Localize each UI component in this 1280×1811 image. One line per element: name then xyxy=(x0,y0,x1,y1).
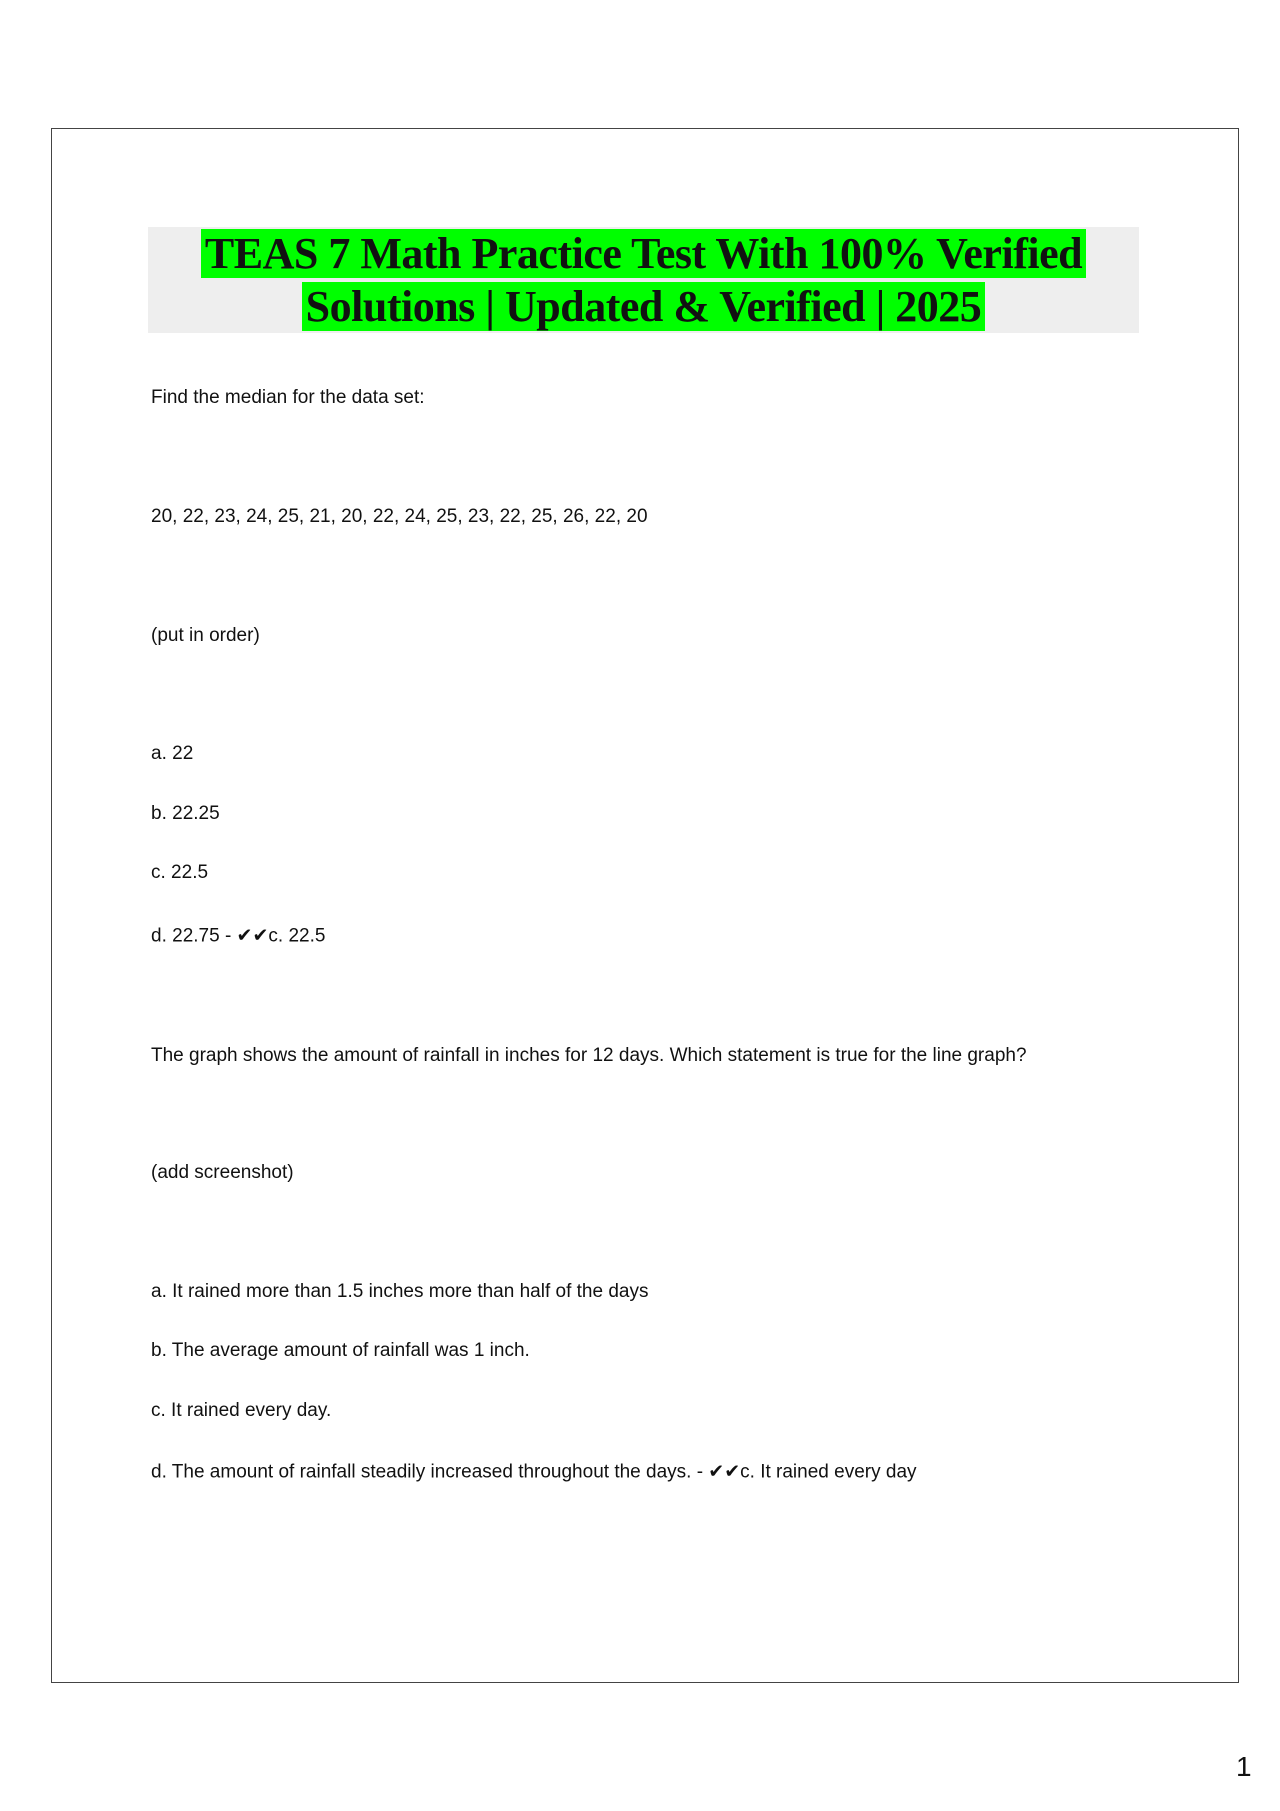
q2-option-b: b. The average amount of rainfall was 1 inch. xyxy=(151,1340,530,1361)
q1-option-c: c. 22.5 xyxy=(151,862,209,883)
q1-data: 20, 22, 23, 24, 25, 21, 20, 22, 24, 25, 23, 22, 25, 26, 22, 20 xyxy=(151,506,648,527)
q1-note: (put in order) xyxy=(151,625,260,646)
q1-option-a: a. 22 xyxy=(151,743,194,764)
document-title xyxy=(148,227,1139,333)
q2-option-c: c. It rained every day. xyxy=(151,1400,332,1421)
q2-note: (add screenshot) xyxy=(151,1162,294,1183)
q1-option-b: b. 22.25 xyxy=(151,803,220,824)
title-line-1: TEAS 7 Math Practice Test With 100% Verified xyxy=(201,229,1086,278)
q1-prompt: Find the median for the data set: xyxy=(151,387,425,408)
page-border xyxy=(51,128,1239,1683)
title-line-2: Solutions | Updated & Verified | 2025 xyxy=(302,282,986,331)
q2-option-a: a. It rained more than 1.5 inches more than half of the days xyxy=(151,1281,649,1302)
page-number: 1 xyxy=(1236,1751,1252,1782)
q1-option-d-answer: d. 22.75 - ✔✔c. 22.5 xyxy=(151,925,326,947)
q2-prompt: The graph shows the amount of rainfall in inches for 12 days. Which statement is true for the line graph? xyxy=(151,1045,1027,1066)
q2-option-d-answer: d. The amount of rainfall steadily increased throughout the days. - ✔✔c. It rained every day xyxy=(151,1461,917,1483)
